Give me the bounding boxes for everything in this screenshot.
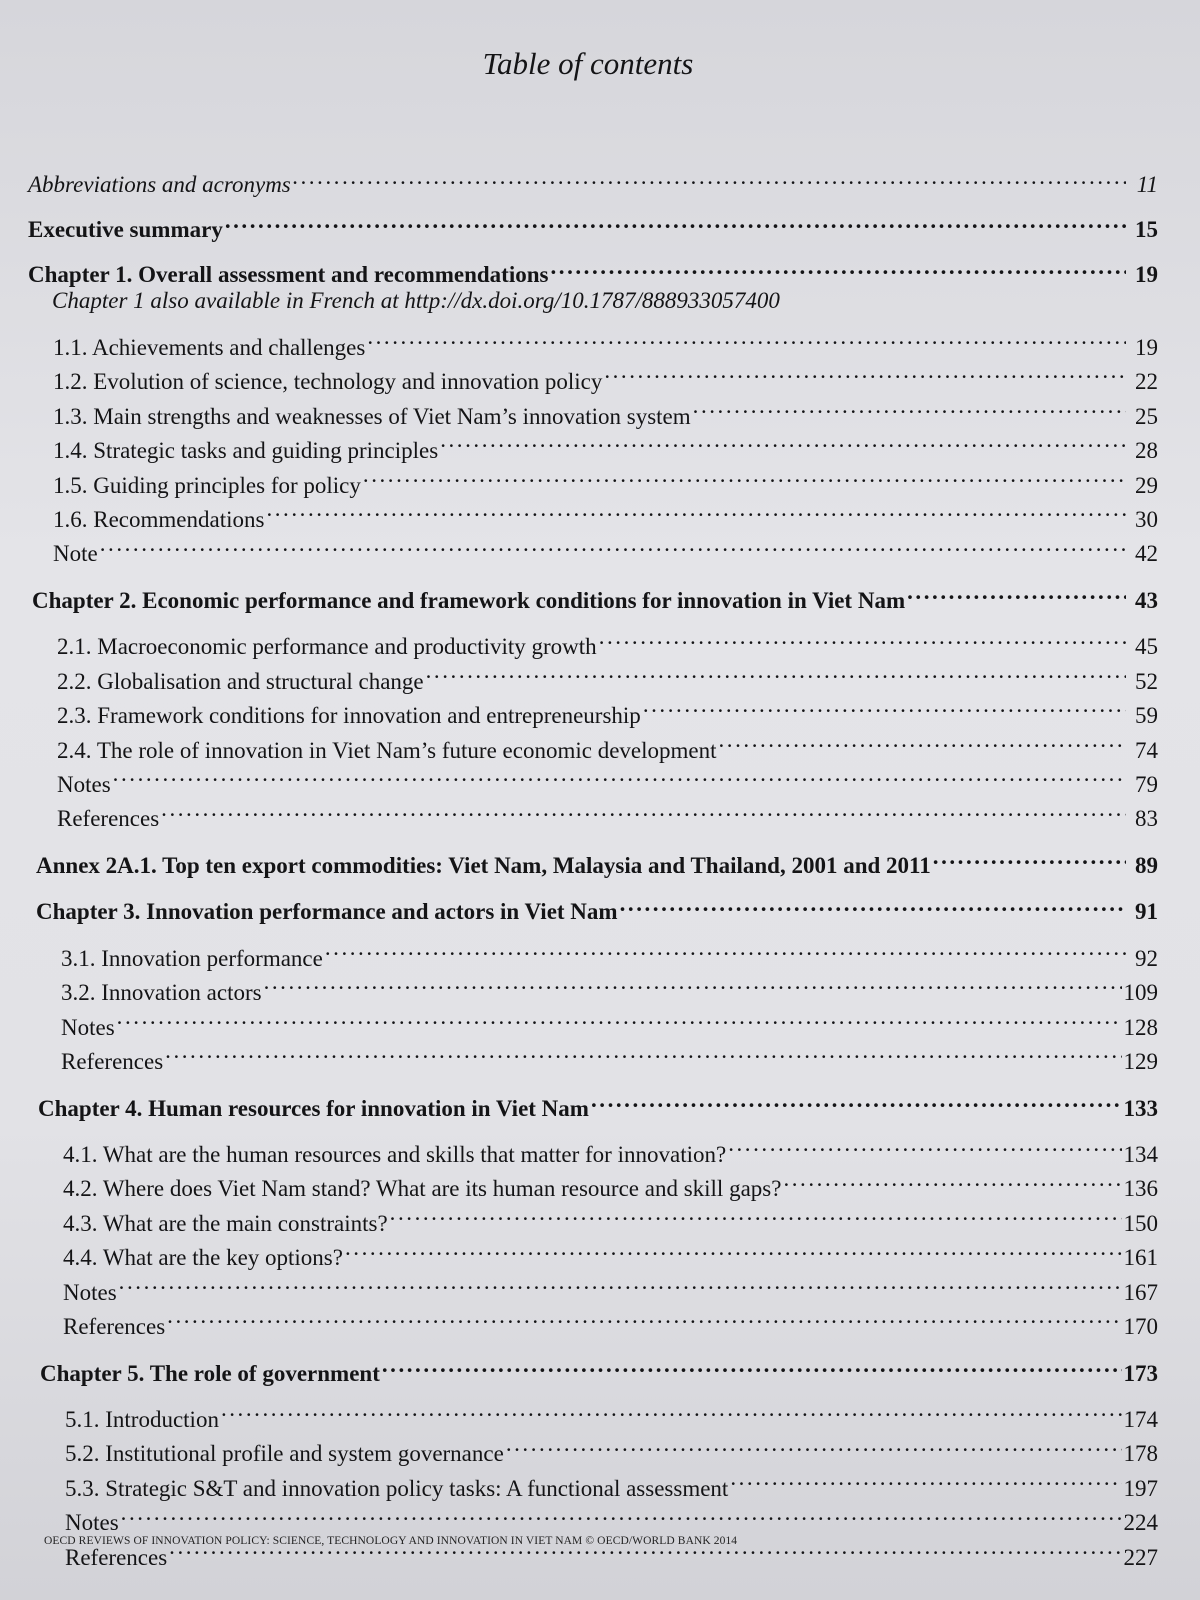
- toc-page-number: 30: [1135, 506, 1158, 532]
- toc-page-number: 109: [1123, 980, 1158, 1006]
- toc-item[interactable]: [61, 974, 1158, 1008]
- toc-item[interactable]: [53, 397, 1158, 431]
- toc-item[interactable]: [61, 1043, 1158, 1077]
- toc-item[interactable]: [63, 1204, 1158, 1238]
- dot-leader: [325, 939, 1126, 965]
- toc-item[interactable]: [63, 1136, 1158, 1170]
- dot-leader: [382, 1354, 1122, 1380]
- dot-leader: [604, 363, 1126, 389]
- toc-item[interactable]: [63, 1170, 1158, 1204]
- toc-item[interactable]: [65, 1504, 1158, 1538]
- toc-item-label: References: [61, 1049, 164, 1075]
- toc-page-number: 22: [1135, 369, 1158, 395]
- dot-leader: [730, 1469, 1121, 1495]
- toc-page-number: 74: [1135, 737, 1158, 763]
- toc-entry-abbreviations[interactable]: [28, 166, 1158, 198]
- toc-item-label: Notes: [57, 772, 111, 797]
- dot-leader: [165, 1043, 1121, 1069]
- toc-chapter-4-items: [38, 1136, 1158, 1343]
- toc-chapter-label: Chapter 2. Economic performance and framework conditions for innovation in Viet Nam: [32, 587, 906, 613]
- toc-item[interactable]: [63, 1273, 1158, 1307]
- toc-annex-2a1[interactable]: [36, 846, 1158, 878]
- toc-page-number: 91: [1135, 899, 1158, 925]
- toc-item[interactable]: [53, 466, 1158, 500]
- toc-item[interactable]: [57, 731, 1158, 765]
- dot-leader: [643, 697, 1126, 723]
- toc-page-number: 83: [1135, 806, 1158, 832]
- toc-page-number: 224: [1123, 1510, 1158, 1536]
- toc-chapter-4[interactable]: [38, 1089, 1158, 1121]
- toc-page-number: 15: [1135, 216, 1158, 242]
- toc-item-label: 1.2. Evolution of science, technology and innovation policy: [53, 369, 603, 395]
- toc-page-number: 19: [1135, 262, 1158, 288]
- toc-page-number: 19: [1135, 334, 1158, 360]
- dot-leader: [719, 731, 1127, 757]
- dot-leader: [225, 210, 1126, 236]
- dot-leader: [693, 397, 1126, 423]
- toc-page-number: 79: [1135, 772, 1158, 797]
- toc-item-label: References: [57, 806, 160, 832]
- toc-item-label: 3.1. Innovation performance: [61, 945, 323, 971]
- toc-item-label: 2.3. Framework conditions for innovation and entrepreneurship: [57, 703, 641, 729]
- dot-leader: [591, 1089, 1122, 1115]
- toc-item-label: Notes: [65, 1510, 119, 1536]
- toc-item-label: 1.6. Recommendations: [53, 506, 265, 532]
- toc-item-label: 2.4. The role of innovation in Viet Nam’s future economic development: [57, 737, 717, 763]
- toc-page-number: 150: [1123, 1210, 1158, 1236]
- dot-leader: [390, 1204, 1122, 1230]
- toc-chapter-label: Chapter 5. The role of government: [40, 1360, 380, 1386]
- toc-item-label: 5.3. Strategic S&T and innovation policy tasks: A functional assessment: [65, 1475, 729, 1501]
- toc-entry-label: Executive summary: [28, 216, 223, 242]
- toc-item[interactable]: [53, 328, 1158, 362]
- toc-page-number: 52: [1135, 668, 1158, 694]
- toc-chapter-3-items: [36, 939, 1158, 1077]
- chapter-1-french-note[interactable]: Chapter 1 also available in French at http://dx.doi.org/10.1787/888933057400: [52, 288, 780, 314]
- dot-leader: [367, 328, 1126, 354]
- toc-page-number: 167: [1123, 1279, 1158, 1305]
- toc-item-label: 2.2. Globalisation and structural change: [57, 668, 424, 694]
- dot-leader: [167, 1308, 1121, 1334]
- toc-page-number: 59: [1135, 703, 1158, 729]
- toc-item[interactable]: [65, 1469, 1158, 1503]
- toc-chapter-label: Chapter 3. Innovation performance and actors in Viet Nam: [36, 899, 618, 925]
- dot-leader: [550, 256, 1126, 282]
- toc-page-number: 227: [1123, 1544, 1158, 1570]
- toc-chapter-label: Chapter 4. Human resources for innovation in Viet Nam: [38, 1095, 589, 1121]
- toc-chapter-3[interactable]: [36, 893, 1158, 925]
- toc-page-number: 43: [1135, 587, 1158, 613]
- dot-leader: [345, 1239, 1122, 1265]
- dot-leader: [440, 432, 1126, 458]
- toc-item[interactable]: [57, 662, 1158, 696]
- dot-leader: [363, 466, 1126, 492]
- toc-item[interactable]: [65, 1401, 1158, 1435]
- toc-page-number: 174: [1123, 1407, 1158, 1432]
- toc-item[interactable]: [53, 535, 1158, 569]
- page-footer: OECD REVIEWS OF INNOVATION POLICY: SCIENCE, TECHNOLOGY AND INNOVATION IN VIET NAM © OECD/WORLD BANK 2014: [44, 1535, 738, 1547]
- toc-item-label: Note: [53, 541, 98, 567]
- toc-chapter-2-items: [32, 628, 1158, 835]
- toc-item-label: 3.2. Innovation actors: [61, 980, 262, 1006]
- toc-page-number: 173: [1123, 1360, 1158, 1386]
- dot-leader: [933, 846, 1126, 872]
- toc-item-label: Notes: [61, 1014, 115, 1040]
- toc-page-number: 89: [1135, 852, 1158, 878]
- toc-entry-executive-summary[interactable]: [28, 210, 1158, 242]
- dot-leader: [599, 628, 1126, 654]
- toc-item-label: References: [65, 1544, 168, 1570]
- dot-leader: [161, 800, 1126, 826]
- toc-item-label: References: [63, 1314, 166, 1340]
- toc-item-label: 4.4. What are the key options?: [63, 1245, 343, 1271]
- toc-item-label: 1.1. Achievements and challenges: [53, 334, 366, 360]
- toc-item-label: 5.1. Introduction: [65, 1407, 219, 1432]
- toc-page-number: 45: [1135, 634, 1158, 660]
- dot-leader: [907, 581, 1126, 607]
- toc-item[interactable]: [53, 363, 1158, 397]
- dot-leader: [620, 893, 1126, 919]
- toc-item-label: 1.4. Strategic tasks and guiding principles: [53, 438, 439, 464]
- toc-entry-label: Abbreviations and acronyms: [28, 172, 291, 198]
- toc-item-label: 4.2. Where does Viet Nam stand? What are its human resource and skill gaps?: [63, 1176, 782, 1202]
- toc-item-label: 4.1. What are the human resources and skills that matter for innovation?: [63, 1141, 727, 1167]
- toc-item[interactable]: [57, 628, 1158, 662]
- toc-item-label: 5.2. Institutional profile and system governance: [65, 1441, 504, 1467]
- dot-leader: [264, 974, 1122, 1000]
- toc-page-number: 128: [1123, 1014, 1158, 1040]
- dot-leader: [506, 1435, 1122, 1461]
- toc-item-label: 2.1. Macroeconomic performance and productivity growth: [57, 634, 597, 660]
- toc-item-label: Notes: [63, 1279, 117, 1305]
- dot-leader: [113, 766, 1126, 792]
- dot-leader: [426, 662, 1126, 688]
- toc-item[interactable]: [57, 697, 1158, 731]
- toc-chapter-2[interactable]: [32, 581, 1158, 613]
- toc-page-number: 129: [1123, 1049, 1158, 1075]
- page-title: Table of contents: [482, 46, 694, 81]
- toc-item[interactable]: [61, 1008, 1158, 1042]
- toc-page-number: 170: [1123, 1314, 1158, 1340]
- toc-item-label: 1.3. Main strengths and weaknesses of Viet Nam’s innovation system: [53, 403, 691, 429]
- toc-chapter-5[interactable]: [40, 1354, 1158, 1386]
- toc-page-number: 42: [1135, 541, 1158, 567]
- toc-item[interactable]: [63, 1239, 1158, 1273]
- dot-leader: [728, 1136, 1121, 1162]
- toc-item[interactable]: [53, 501, 1158, 535]
- toc-page-number: 28: [1135, 438, 1158, 464]
- toc-page-number: 92: [1135, 945, 1158, 971]
- toc-page-number: 178: [1123, 1441, 1158, 1467]
- toc-page-number: 134: [1123, 1141, 1158, 1167]
- toc-chapter-label: Chapter 1. Overall assessment and recommendations: [28, 262, 549, 288]
- dot-leader: [783, 1170, 1121, 1196]
- toc-page-number: 197: [1123, 1475, 1158, 1501]
- dot-leader: [266, 501, 1126, 527]
- toc-item-label: 4.3. What are the main constraints?: [63, 1210, 388, 1236]
- toc-item[interactable]: [63, 1308, 1158, 1342]
- toc-item[interactable]: [57, 766, 1158, 800]
- dot-leader: [293, 166, 1126, 192]
- toc-page-number: 133: [1123, 1095, 1158, 1121]
- toc-item-label: 1.5. Guiding principles for policy: [53, 472, 361, 498]
- toc-item[interactable]: [61, 939, 1158, 973]
- dot-leader: [117, 1008, 1122, 1034]
- dot-leader: [121, 1504, 1122, 1530]
- toc-chapter-1[interactable]: [28, 256, 1158, 288]
- toc-item[interactable]: [53, 432, 1158, 466]
- toc-page-number: 11: [1136, 172, 1158, 198]
- dot-leader: [100, 535, 1126, 561]
- table-of-contents: [28, 166, 1158, 1573]
- toc-page-number: 25: [1135, 403, 1158, 429]
- dot-leader: [119, 1273, 1122, 1299]
- toc-page-number: 29: [1135, 472, 1158, 498]
- toc-item[interactable]: [57, 800, 1158, 834]
- toc-chapter-1-items: [28, 328, 1158, 569]
- toc-item[interactable]: [65, 1435, 1158, 1469]
- toc-page-number: 161: [1123, 1245, 1158, 1271]
- toc-page-number: 136: [1123, 1176, 1158, 1202]
- dot-leader: [221, 1401, 1122, 1427]
- toc-annex-label: Annex 2A.1. Top ten export commodities: Viet Nam, Malaysia and Thailand, 2001 and 2011: [36, 852, 931, 878]
